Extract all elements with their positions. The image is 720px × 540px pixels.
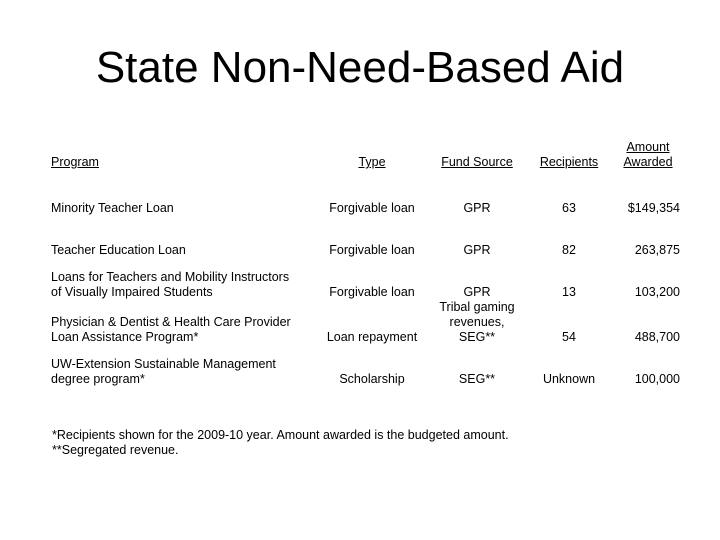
- table-row: [48, 345, 684, 387]
- table-row: [48, 258, 684, 300]
- cell-fund-source: [428, 174, 526, 216]
- fund-line3: SEG**: [458, 372, 496, 386]
- cell-amount-awarded: 103,200: [634, 285, 680, 299]
- header-recipients: Recipients: [539, 155, 599, 169]
- cell-amount-awarded: $149,354: [627, 201, 680, 215]
- cell-fund-source: [428, 345, 526, 387]
- footnote-recipients: *Recipients shown for the 2009-10 year. Amount awarded is the budgeted amount.: [52, 428, 509, 442]
- cell-program: [48, 300, 316, 345]
- footnote-segregated: **Segregated revenue.: [52, 443, 179, 457]
- footnotes: [52, 428, 509, 458]
- program-line1: UW-Extension Sustainable Management: [51, 357, 276, 371]
- slide-title: State Non-Need-Based Aid: [95, 43, 625, 92]
- cell-fund-source: [428, 258, 526, 300]
- cell-type: Forgivable loan: [329, 243, 415, 257]
- cell-type: Forgivable loan: [329, 201, 415, 215]
- program-line1: Minority Teacher Loan: [51, 201, 174, 215]
- header-type: Type: [358, 155, 386, 169]
- header-fund-source: Fund Source: [441, 155, 513, 169]
- cell-type: Forgivable loan: [329, 285, 415, 299]
- table-row: [48, 216, 684, 258]
- fund-line3: GPR: [463, 243, 491, 257]
- cell-program: [48, 258, 316, 300]
- table-row: [48, 300, 684, 345]
- cell-amount-awarded: 100,000: [634, 372, 680, 386]
- header-amount-line1: Amount: [626, 140, 670, 154]
- table-row: [48, 174, 684, 216]
- fund-line3: SEG**: [458, 330, 496, 344]
- cell-amount-awarded: 488,700: [634, 330, 680, 344]
- program-line1: Physician & Dentist & Health Care Provider: [51, 315, 291, 329]
- program-line2: of Visually Impaired Students: [51, 285, 213, 299]
- program-line2: Loan Assistance Program*: [51, 330, 199, 344]
- cell-fund-source: [428, 216, 526, 258]
- cell-type: Scholarship: [339, 372, 405, 386]
- cell-recipients: 54: [562, 330, 576, 344]
- header-amount-awarded: [612, 138, 684, 174]
- table-header-row: [48, 138, 684, 174]
- header-program: Program: [51, 155, 99, 169]
- program-line1: Teacher Education Loan: [51, 243, 186, 257]
- cell-program: [48, 216, 316, 258]
- fund-line3: GPR: [463, 201, 491, 215]
- cell-type: Loan repayment: [326, 330, 418, 344]
- cell-amount-awarded: 263,875: [634, 243, 680, 257]
- fund-line2: revenues,: [449, 315, 505, 329]
- fund-line3: GPR: [463, 285, 491, 299]
- program-line2: degree program*: [51, 372, 145, 386]
- fund-line1: Tribal gaming: [439, 300, 515, 314]
- header-amount-line2: Awarded: [623, 155, 673, 169]
- aid-table: [48, 138, 684, 387]
- cell-recipients: Unknown: [542, 372, 596, 386]
- program-line1: Loans for Teachers and Mobility Instructors: [51, 270, 290, 284]
- cell-recipients: 63: [562, 201, 576, 215]
- cell-fund-source: [428, 300, 526, 345]
- cell-program: [48, 345, 316, 387]
- cell-recipients: 82: [562, 243, 576, 257]
- cell-recipients: 13: [562, 285, 576, 299]
- cell-program: [48, 174, 316, 216]
